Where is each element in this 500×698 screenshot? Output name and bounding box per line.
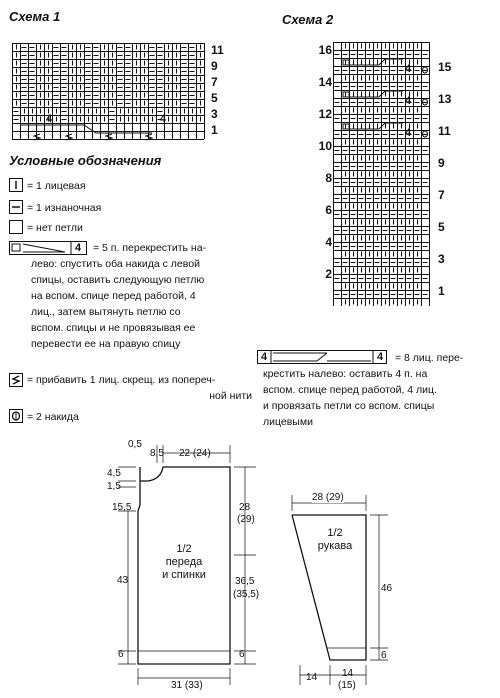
body-dim: 0,5	[128, 439, 142, 450]
body-label-line: переда	[165, 556, 203, 568]
scheme1-grid	[12, 43, 208, 141]
legend-line: вспом. спице перед работой, 4 лиц.	[263, 384, 437, 396]
body-dim: (35,5)	[233, 589, 260, 600]
cross8-number-left: 4	[261, 351, 268, 363]
legend-line: лицевыми	[263, 416, 313, 428]
row-number: 3	[211, 107, 218, 121]
scheme1-cable-number-left: 4	[46, 113, 53, 125]
body-dim: 28	[239, 502, 251, 513]
row-number: 13	[438, 92, 452, 106]
row-number: 1	[211, 123, 218, 137]
scheme2-left-numbers	[312, 44, 332, 300]
legend-cross8	[263, 351, 495, 429]
legend-title: Условные обозначения	[9, 153, 162, 168]
sleeve-label	[310, 527, 360, 553]
scheme1-title: Схема 1	[9, 9, 61, 24]
legend-line: и провязать петли со вспом. спицы	[263, 400, 435, 412]
row-number: 3	[438, 252, 445, 266]
row-number: 6	[325, 203, 332, 217]
legend-line: перевести ее на правую спицу	[31, 338, 181, 350]
row-number: 4	[325, 235, 332, 249]
legend-line: крестить налево: оставить 4 п. на	[263, 368, 428, 380]
body-dim: 6	[118, 649, 124, 660]
body-dim: 36,5	[235, 576, 255, 587]
legend-yarn-over: = 2 накида	[27, 411, 79, 423]
legend-line: лево: спустить оба накида с левой	[31, 258, 200, 270]
legend-no-stitch: = нет петли	[27, 222, 83, 234]
legend-knit: = 1 лицевая	[27, 180, 86, 192]
sleeve-dim: 6	[381, 650, 387, 661]
row-number: 15	[438, 60, 452, 74]
sleeve-label-line: 1/2	[327, 527, 343, 539]
legend-cross5	[9, 241, 239, 351]
row-number: 9	[211, 59, 218, 73]
scheme2-cable-number: 4	[405, 127, 412, 139]
sleeve-dim: 46	[381, 583, 393, 594]
sleeve-dim: 14	[342, 668, 354, 679]
body-label	[148, 543, 220, 582]
body-dim: 8,5	[150, 448, 164, 459]
sleeve-dim: (15)	[338, 680, 356, 691]
sleeve-pattern-drawing	[280, 485, 393, 695]
body-dim: 1,5	[107, 481, 121, 492]
row-number: 10	[318, 139, 332, 153]
sleeve-label-line: рукава	[317, 540, 353, 552]
purl-symbol-icon	[9, 200, 23, 214]
knit-symbol-icon	[9, 178, 23, 192]
scheme1-row-numbers	[211, 44, 231, 140]
sleeve-dim: 28 (29)	[312, 492, 344, 503]
row-number: 7	[438, 188, 445, 202]
scheme2-cable-number: 4	[405, 63, 412, 75]
legend-line: вспом. спицы и не провязывая ее	[31, 322, 196, 334]
no-stitch-symbol-icon	[9, 220, 23, 234]
row-number: 16	[318, 43, 332, 57]
legend-line: = 8 лиц. пере-	[395, 352, 464, 364]
legend-line: ной нити	[209, 390, 252, 402]
scheme2-title: Схема 2	[282, 12, 334, 27]
cross8-number-right: 4	[377, 351, 384, 363]
scheme1-cable-number-right: 4	[160, 113, 167, 125]
legend-line: спицы, оставить следующую петлю	[31, 274, 205, 286]
scheme2-right-numbers	[438, 61, 458, 317]
legend-line: лиц., затем вытянуть петлю со	[31, 306, 181, 318]
yarn-over-symbol-icon	[9, 409, 23, 423]
row-number: 9	[438, 156, 445, 170]
body-label-line: и спинки	[162, 569, 206, 581]
row-number: 2	[325, 267, 332, 281]
row-number: 8	[325, 171, 332, 185]
body-dim: 15,5	[112, 502, 132, 513]
cross5-number: 4	[75, 242, 82, 254]
row-number: 5	[438, 220, 445, 234]
row-number: 7	[211, 75, 218, 89]
legend-purl: = 1 изнаночная	[27, 202, 102, 214]
legend-line: = прибавить 1 лиц. скрещ. из попереч-	[27, 374, 216, 386]
body-dim: 43	[117, 575, 129, 586]
body-dim: 6	[239, 649, 245, 660]
row-number: 1	[438, 284, 445, 298]
scheme2-grid	[333, 42, 433, 306]
body-label-line: 1/2	[176, 543, 192, 555]
sleeve-dim: 14	[306, 672, 318, 683]
body-dim: 4,5	[107, 468, 121, 479]
body-dim: 22 (24)	[179, 448, 211, 459]
legend-increase	[27, 373, 252, 403]
body-dim: (29)	[237, 514, 255, 525]
row-number: 11	[438, 124, 451, 138]
row-number: 14	[318, 75, 332, 89]
increase-symbol-icon	[9, 373, 23, 387]
legend-line: = 5 п. перекрестить на-	[93, 242, 207, 254]
scheme2-cable-number: 4	[405, 95, 412, 107]
row-number: 11	[211, 43, 224, 57]
body-dim: 31 (33)	[171, 680, 203, 691]
row-number: 12	[318, 107, 332, 121]
legend-line: на вспом. спице перед работой, 4	[31, 290, 196, 302]
row-number: 5	[211, 91, 218, 105]
